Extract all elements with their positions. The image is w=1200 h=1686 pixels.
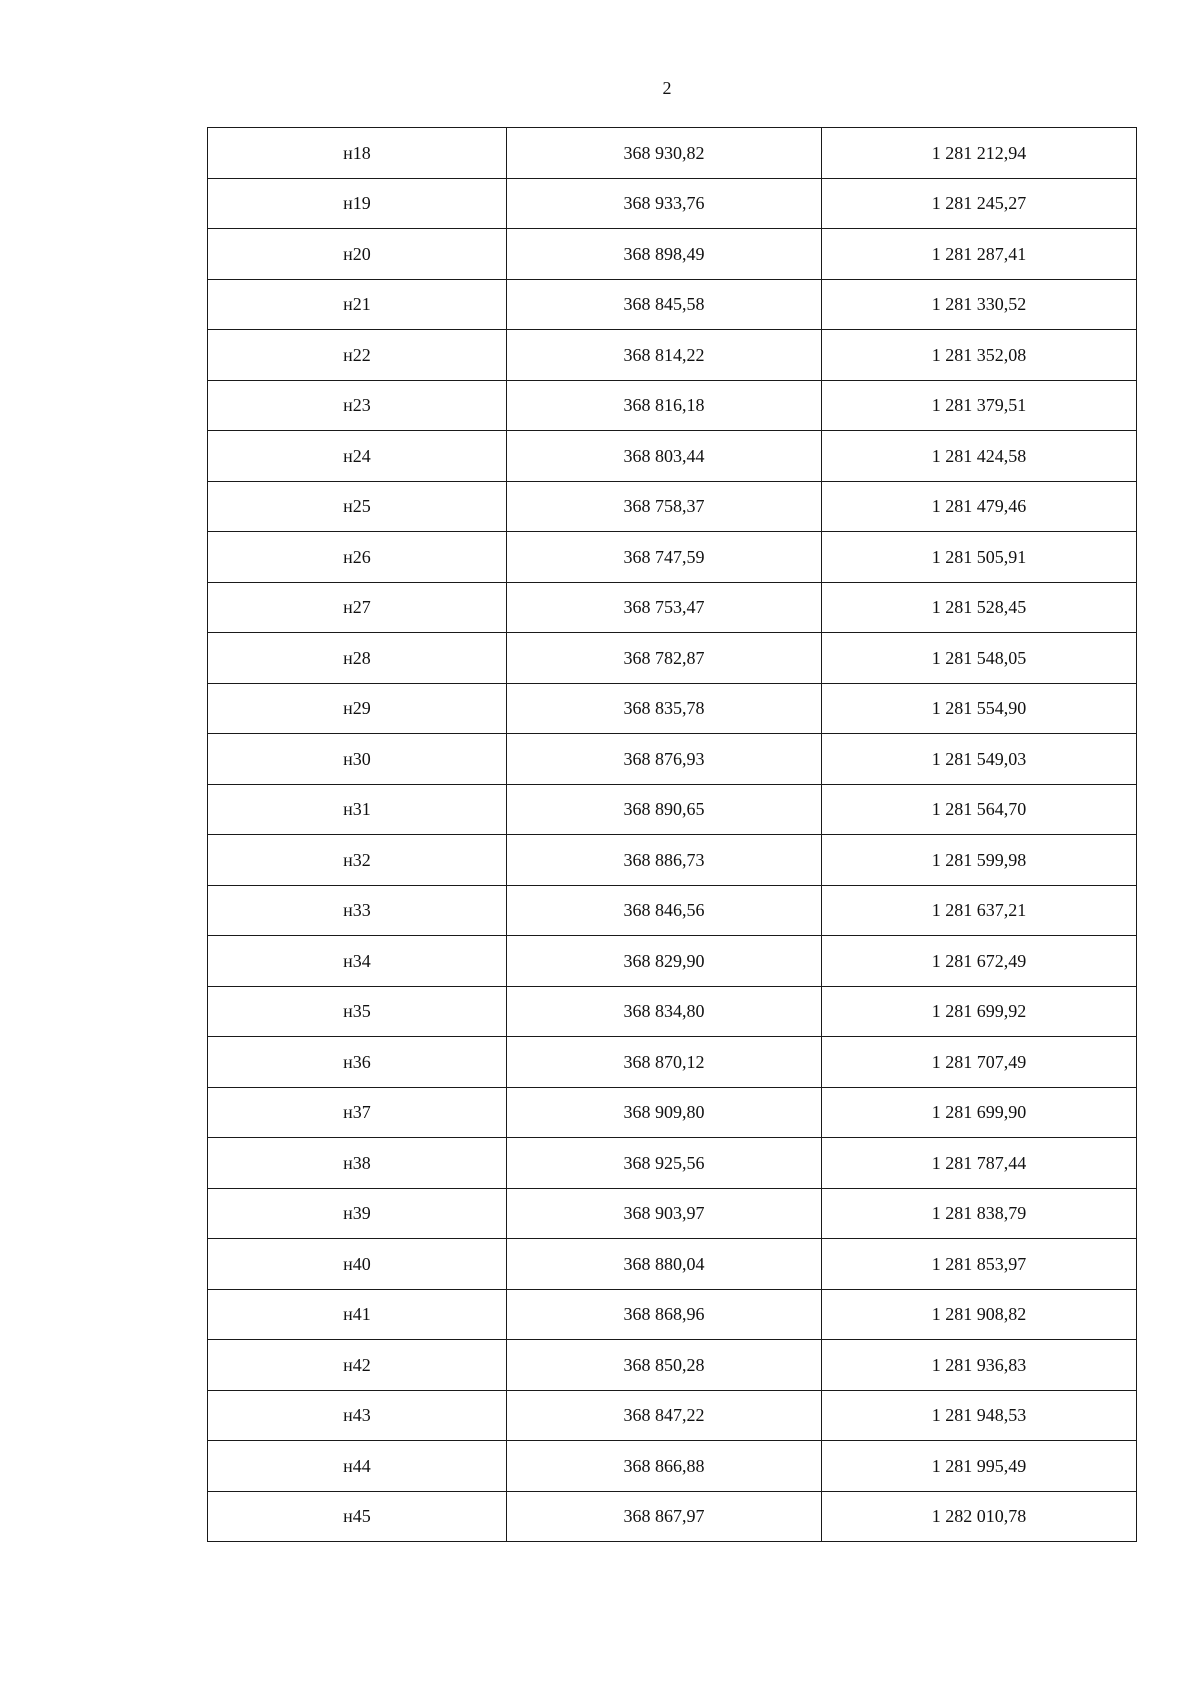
x-coordinate-cell: 368 925,56 xyxy=(507,1138,822,1189)
y-coordinate-cell: 1 281 599,98 xyxy=(822,835,1137,886)
point-number-cell: н41 xyxy=(208,1289,507,1340)
point-number-cell: н37 xyxy=(208,1087,507,1138)
table-row xyxy=(208,128,1137,179)
table-row xyxy=(208,683,1137,734)
y-coordinate-cell: 1 281 379,51 xyxy=(822,380,1137,431)
y-coordinate-cell: 1 281 505,91 xyxy=(822,532,1137,583)
point-number-cell: н19 xyxy=(208,178,507,229)
x-coordinate-cell: 368 846,56 xyxy=(507,885,822,936)
x-coordinate-cell: 368 803,44 xyxy=(507,431,822,482)
y-coordinate-cell: 1 281 853,97 xyxy=(822,1239,1137,1290)
y-coordinate-cell: 1 281 707,49 xyxy=(822,1037,1137,1088)
x-coordinate-cell: 368 835,78 xyxy=(507,683,822,734)
y-coordinate-cell: 1 281 564,70 xyxy=(822,784,1137,835)
point-number-cell: н18 xyxy=(208,128,507,179)
x-coordinate-cell: 368 870,12 xyxy=(507,1037,822,1088)
table-row xyxy=(208,279,1137,330)
y-coordinate-cell: 1 281 212,94 xyxy=(822,128,1137,179)
table-row xyxy=(208,481,1137,532)
table-row xyxy=(208,1340,1137,1391)
y-coordinate-cell: 1 282 010,78 xyxy=(822,1491,1137,1542)
y-coordinate-cell: 1 281 245,27 xyxy=(822,178,1137,229)
table-row xyxy=(208,1087,1137,1138)
table-row xyxy=(208,1441,1137,1492)
x-coordinate-cell: 368 847,22 xyxy=(507,1390,822,1441)
x-coordinate-cell: 368 814,22 xyxy=(507,330,822,381)
point-number-cell: н23 xyxy=(208,380,507,431)
x-coordinate-cell: 368 868,96 xyxy=(507,1289,822,1340)
point-number-cell: н26 xyxy=(208,532,507,583)
point-number-cell: н29 xyxy=(208,683,507,734)
page-number: 2 xyxy=(662,78,672,98)
x-coordinate-cell: 368 880,04 xyxy=(507,1239,822,1290)
point-number-cell: н20 xyxy=(208,229,507,280)
table-row xyxy=(208,936,1137,987)
point-number-cell: н35 xyxy=(208,986,507,1037)
x-coordinate-cell: 368 886,73 xyxy=(507,835,822,886)
x-coordinate-cell: 368 834,80 xyxy=(507,986,822,1037)
y-coordinate-cell: 1 281 424,58 xyxy=(822,431,1137,482)
point-number-cell: н44 xyxy=(208,1441,507,1492)
x-coordinate-cell: 368 747,59 xyxy=(507,532,822,583)
x-coordinate-cell: 368 933,76 xyxy=(507,178,822,229)
y-coordinate-cell: 1 281 554,90 xyxy=(822,683,1137,734)
point-number-cell: н21 xyxy=(208,279,507,330)
y-coordinate-cell: 1 281 330,52 xyxy=(822,279,1137,330)
table-row xyxy=(208,330,1137,381)
x-coordinate-cell: 368 782,87 xyxy=(507,633,822,684)
point-number-cell: н27 xyxy=(208,582,507,633)
point-number-cell: н36 xyxy=(208,1037,507,1088)
y-coordinate-cell: 1 281 528,45 xyxy=(822,582,1137,633)
y-coordinate-cell: 1 281 699,92 xyxy=(822,986,1137,1037)
x-coordinate-cell: 368 850,28 xyxy=(507,1340,822,1391)
y-coordinate-cell: 1 281 908,82 xyxy=(822,1289,1137,1340)
coordinates-table xyxy=(207,127,1137,1542)
table-row xyxy=(208,1289,1137,1340)
table-row xyxy=(208,380,1137,431)
table-row xyxy=(208,835,1137,886)
x-coordinate-cell: 368 816,18 xyxy=(507,380,822,431)
table-row xyxy=(208,784,1137,835)
table-row xyxy=(208,532,1137,583)
x-coordinate-cell: 368 909,80 xyxy=(507,1087,822,1138)
x-coordinate-cell: 368 829,90 xyxy=(507,936,822,987)
y-coordinate-cell: 1 281 838,79 xyxy=(822,1188,1137,1239)
table-row xyxy=(208,431,1137,482)
point-number-cell: н28 xyxy=(208,633,507,684)
table-row xyxy=(208,178,1137,229)
table-row xyxy=(208,1188,1137,1239)
y-coordinate-cell: 1 281 352,08 xyxy=(822,330,1137,381)
x-coordinate-cell: 368 903,97 xyxy=(507,1188,822,1239)
y-coordinate-cell: 1 281 287,41 xyxy=(822,229,1137,280)
point-number-cell: н34 xyxy=(208,936,507,987)
table-row xyxy=(208,986,1137,1037)
y-coordinate-cell: 1 281 672,49 xyxy=(822,936,1137,987)
point-number-cell: н25 xyxy=(208,481,507,532)
y-coordinate-cell: 1 281 699,90 xyxy=(822,1087,1137,1138)
x-coordinate-cell: 368 876,93 xyxy=(507,734,822,785)
point-number-cell: н43 xyxy=(208,1390,507,1441)
x-coordinate-cell: 368 866,88 xyxy=(507,1441,822,1492)
y-coordinate-cell: 1 281 948,53 xyxy=(822,1390,1137,1441)
y-coordinate-cell: 1 281 479,46 xyxy=(822,481,1137,532)
table-row xyxy=(208,1138,1137,1189)
coordinates-table-body xyxy=(208,128,1137,1542)
x-coordinate-cell: 368 930,82 xyxy=(507,128,822,179)
x-coordinate-cell: 368 845,58 xyxy=(507,279,822,330)
table-row xyxy=(208,1390,1137,1441)
table-row xyxy=(208,885,1137,936)
point-number-cell: н38 xyxy=(208,1138,507,1189)
point-number-cell: н31 xyxy=(208,784,507,835)
point-number-cell: н42 xyxy=(208,1340,507,1391)
x-coordinate-cell: 368 758,37 xyxy=(507,481,822,532)
x-coordinate-cell: 368 753,47 xyxy=(507,582,822,633)
point-number-cell: н22 xyxy=(208,330,507,381)
point-number-cell: н33 xyxy=(208,885,507,936)
table-row xyxy=(208,1491,1137,1542)
point-number-cell: н32 xyxy=(208,835,507,886)
y-coordinate-cell: 1 281 936,83 xyxy=(822,1340,1137,1391)
y-coordinate-cell: 1 281 549,03 xyxy=(822,734,1137,785)
x-coordinate-cell: 368 898,49 xyxy=(507,229,822,280)
y-coordinate-cell: 1 281 548,05 xyxy=(822,633,1137,684)
table-row xyxy=(208,582,1137,633)
table-row xyxy=(208,734,1137,785)
table-row xyxy=(208,1037,1137,1088)
point-number-cell: н30 xyxy=(208,734,507,785)
point-number-cell: н24 xyxy=(208,431,507,482)
point-number-cell: н40 xyxy=(208,1239,507,1290)
y-coordinate-cell: 1 281 787,44 xyxy=(822,1138,1137,1189)
y-coordinate-cell: 1 281 637,21 xyxy=(822,885,1137,936)
x-coordinate-cell: 368 890,65 xyxy=(507,784,822,835)
table-row xyxy=(208,633,1137,684)
table-row xyxy=(208,229,1137,280)
point-number-cell: н39 xyxy=(208,1188,507,1239)
y-coordinate-cell: 1 281 995,49 xyxy=(822,1441,1137,1492)
point-number-cell: н45 xyxy=(208,1491,507,1542)
x-coordinate-cell: 368 867,97 xyxy=(507,1491,822,1542)
table-row xyxy=(208,1239,1137,1290)
